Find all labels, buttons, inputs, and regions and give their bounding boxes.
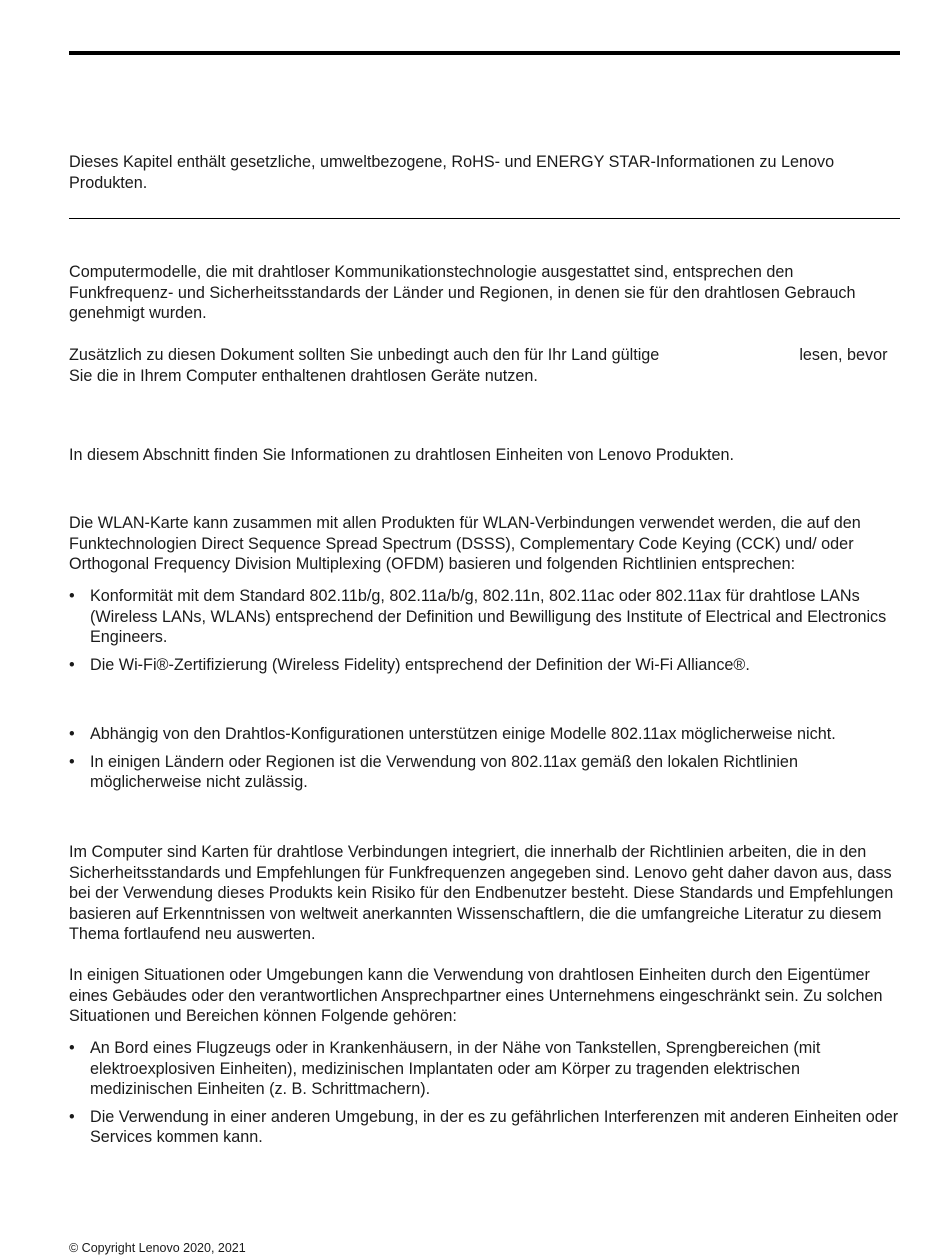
wireless-section-paragraph: In diesem Abschnitt finden Sie Informationen zu drahtlosen Einheiten von Lenovo Produkten. [69,446,735,464]
notes-bullet-list [69,724,899,800]
bullet-icon: • [69,1039,75,1057]
wireless-compliance-paragraph: Computermodelle, die mit drahtloser Kommunikationstechnologie ausgestattet sind, entsprechen den Funkfrequenz- und Sicherheitsstandards der Länder und Regionen, in denen sie für den drahtlosen Gebrauch genehmigt wurden. [69,263,856,323]
top-rule [69,51,900,55]
section-divider [69,218,900,219]
list-item: • In einigen Ländern oder Regionen ist die Verwendung von 802.11ax gemäß den lokalen Richtlinien möglicherweise nicht zulässig. [69,752,798,792]
wlan-bullet-list [69,586,899,682]
document-page [69,0,901,1260]
bullet-icon: • [69,655,75,674]
bullet-icon: • [69,1107,75,1126]
intro-paragraph: Dieses Kapitel enthält gesetzliche, umweltbezogene, RoHS- und ENERGY STAR-Informationen zu Lenovo Produkten. [69,153,835,192]
list-item: • Konformität mit dem Standard 802.11b/g, 802.11a/b/g, 802.11n, 802.11ac oder 802.11ax für drahtlose LANs (Wireless LANs, WLANs) entsprechend der Definition und Bewilligung des Institute of Electrical and Electronics Engineers. [69,587,887,647]
list-item: • Die Verwendung in einer anderen Umgebung, in der es zu gefährlichen Interferenzen mit anderen Einheiten oder Services kommen kann. [69,1107,899,1147]
wireless-notice-paragraph [69,345,897,386]
wireless-notice-after: lesen, bevor Sie die in Ihrem Computer enthaltenen drahtlosen Geräte nutzen. [69,346,888,385]
bullet-icon: • [69,725,75,743]
usage-paragraph: Im Computer sind Karten für drahtlose Verbindungen integriert, die innerhalb der Richtlinien arbeiten, die in den Sicherheitsstandards und Empfehlungen für Funkfrequenzen angegeben sind. Lenovo geht daher davon aus, dass bei der Verwendung dieses Produkts kein Risiko für den Endbenutzer besteht. Diese Standards und Empfehlungen basieren auf Erkenntnissen von weltweit anerkannten Wissenschaftlern, die die umfangreiche Literatur zu diesem Thema fortlaufend neu auswerten. [69,843,894,944]
bullet-icon: • [69,587,75,605]
restrictions-paragraph: In einigen Situationen oder Umgebungen kann die Verwendung von drahtlosen Einheiten durch den Eigentümer eines Gebäudes oder den verantwortlichen Ansprechpartner eines Unternehmens eingeschränkt sein. Zu solchen Situationen und Bereichen können Folgende gehören: [69,966,883,1026]
restrictions-bullet-list [69,1038,899,1155]
list-item: • An Bord eines Flugzeugs oder in Krankenhäusern, in der Nähe von Tankstellen, Sprengbereichen (mit elektroexplosiven Einheiten), medizinischen Implantaten oder am Körper zu tragenden elektrischen medizinischen Einheiten (z. B. Schrittmachern). [69,1039,821,1099]
bullet-icon: • [69,752,75,771]
wlan-paragraph: Die WLAN-Karte kann zusammen mit allen Produkten für WLAN-Verbindungen verwendet werden, die auf den Funktechnologien Direct Sequence Spread Spectrum (DSSS), Complementary Code Keying (CCK) und/ oder Orthogonal Frequency Division Multiplexing (OFDM) basieren und folgenden Richtlinien entsprechen: [69,514,861,574]
list-item: • Abhängig von den Drahtlos-Konfigurationen unterstützen einige Modelle 802.11ax möglicherweise nicht. [69,725,836,743]
list-item: • Die Wi-Fi®-Zertifizierung (Wireless Fidelity) entsprechend der Definition der Wi-Fi Alliance®. [69,655,750,674]
wireless-notice-before: Zusätzlich zu diesen Dokument sollten Sie unbedingt auch den für Ihr Land gültige [69,346,660,364]
copyright-footer: © Copyright Lenovo 2020, 2021 [69,1241,246,1255]
